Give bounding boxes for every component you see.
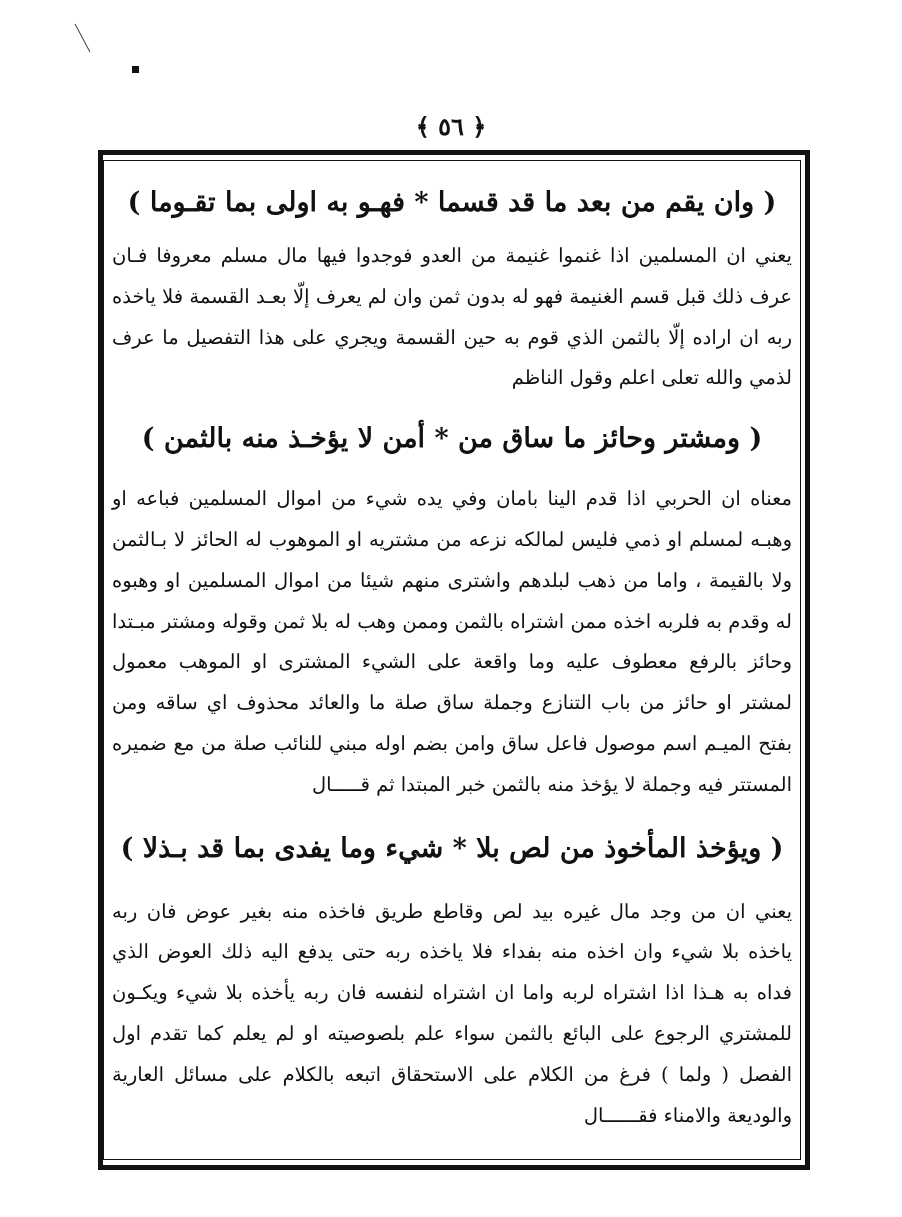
commentary-paragraph-3: يعني ان من وجد مال غيره بيد لص وقاطع طريق فاخذه منه بغير عوض فان ربه ياخذه بلا شيء وان اخذه منه بفداء فلا ياخذه ربه حتى يدفع اليه ذلك العوض الذي فداه به هـذا اذا اشتراه لربه واما ان اشتراه لنفسه فان ربه يأخذه بلا شيء ويكـون للمشتري الرجوع على البائع بالثمن سواء علم بلصوصيته او لم يعلم كما تقدم اول الفصل ( ولما ) فرغ من الكلام على الاستحقاق اتبعه بالكلام على مسائل العارية والوديعة والامناء فقــــــال — [112, 899, 792, 1127]
commentary-paragraph-2: معناه ان الحربي اذا قدم الينا بامان وفي يده شيء من اموال المسلمين فباعه او وهبـه لمسلم او ذمي فليس لمالكه نزعه من مشتريه او الموهوب له الحائز لا بـالثمن ولا بالقيمة ، واما من ذهب لبلدهم واشترى منهم شيئا من اموال المسلمين او وهبوه له وقدم به فلربه اخذه ممن اشتراه بالثمن وممن وهب له بلا ثمن وقوله ومشتر مبـتدا وحائز بالرفع معطوف عليه وما واقعة على الشيء المشترى او الموهب معمول لمشتر او حائز من باب التنازع وجملة ساق صلة ما والعائد محذوف اي ساقه ومن بفتح الميـم اسم موصول فاعل ساق وامن بضم اوله مبني للنائب صلة من مع ضميره المستتر فيه وجملة لا يؤخذ منه بالثمن خبر المبتدا ثم قـــــال — [112, 487, 792, 796]
pen-scratch — [75, 24, 91, 53]
commentary-paragraph-1: يعني ان المسلمين اذا غنموا غنيمة من العدو فوجدوا فيها مال مسلم معروفا فـان عرف ذلك قبل قسم الغنيمة فهو له بدون ثمن وان لم يعرف إلّا بعـد القسمة فلا ياخذه ربه ان اراده إلّا بالثمن الذي قوم به حين القسمة ويجري على هذا التفصيل ما عرف لذمي والله تعلى اعلم وقول الناظم — [112, 244, 792, 390]
verse-line-1: ( وان يقم من بعد ما قد قسما * فهـو به اولى بما تقـوما ) — [127, 187, 777, 218]
page-body — [112, 170, 792, 1155]
ink-speck — [132, 66, 139, 73]
verse-line-3: ( ويؤخذ المأخوذ من لص بلا * شيء وما يفدى بما قد بـذلا ) — [120, 832, 784, 864]
page-number: ﴿ ٥٦ ﴾ — [415, 112, 487, 141]
verse-line-2: ( ومشتر وحائز ما ساق من * أمن لا يؤخـذ منه بالثمن ) — [141, 423, 763, 455]
